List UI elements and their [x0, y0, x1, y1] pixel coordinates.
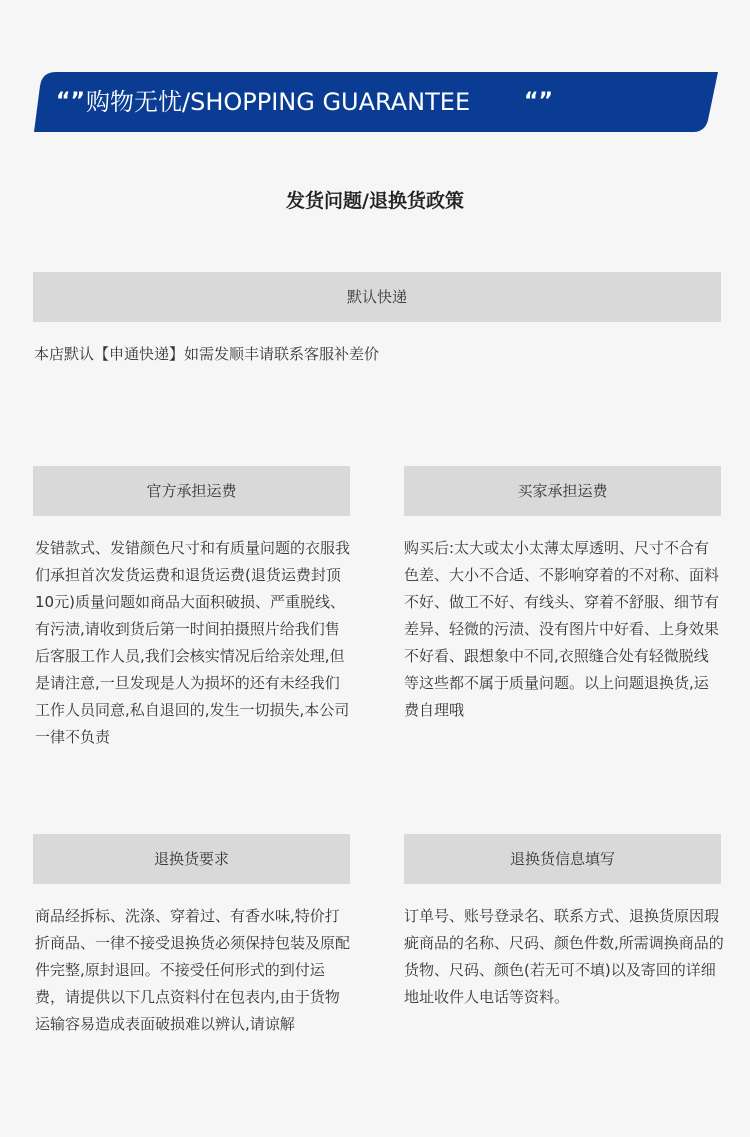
- banner-title: 购物无忧/SHOPPING GUARANTEE: [86, 88, 471, 116]
- official-cost-text: 发错款式、发错颜色尺寸和有质量问题的衣服我们承担首次发货运费和退货运费(退货运费封顶10元)质量问题如商品大面积破损、严重脱线、有污渍,请收到货后第一时间拍摄照片给我们售后客服工作人员,我们会核实情况后给亲处理,但是请注意,一旦发现是人为损坏的还有未经我们工作人员同意,私自退回的,发生一切损失,本公司一律不负责: [35, 539, 351, 746]
- default-shipping-text: 本店默认【申通快递】如需发顺丰请联系客服补差价: [34, 345, 380, 363]
- return-requirements-header: 退换货要求: [33, 834, 350, 884]
- buyer-cost-text: 购买后:太大或太小太薄太厚透明、尺寸不合有色差、大小不合适、不影响穿着的不对称、面料不好、做工不好、有线头、穿着不舒服、细节有差异、轻微的污渍、没有图片中好看、上身效果不好看、跟想象中不同,衣照缝合处有轻微脱线等这些都不属于质量问题。以上问题退换货,运费自理哦: [404, 539, 720, 719]
- default-shipping-header: 默认快递: [33, 272, 721, 322]
- official-cost-header: 官方承担运费: [33, 466, 350, 516]
- return-requirements-text: 商品经拆标、洗涤、穿着过、有香水味,特价打折商品、一律不接受退换货必须保持包装及原配件完整,原封退回。不接受任何形式的到付运费，请提供以下几点资料付在包表内,由于货物运输容易造成表面破损难以辨认,请谅解: [35, 907, 351, 1033]
- close-quote-icon: “”: [524, 89, 553, 114]
- buyer-cost-header: 买家承担运费: [404, 466, 721, 516]
- return-info-text: 订单号、账号登录名、联系方式、退换货原因瑕疵商品的名称、尺码、颜色件数,所需调换商品的货物、尺码、颜色(若无可不填)以及寄回的详细地址收件人电话等资料。: [404, 907, 724, 1006]
- section-title: 发货问题/退换货政策: [286, 190, 464, 212]
- return-info-header: 退换货信息填写: [404, 834, 721, 884]
- guarantee-banner: [34, 72, 718, 132]
- open-quote-icon: “”: [56, 89, 85, 114]
